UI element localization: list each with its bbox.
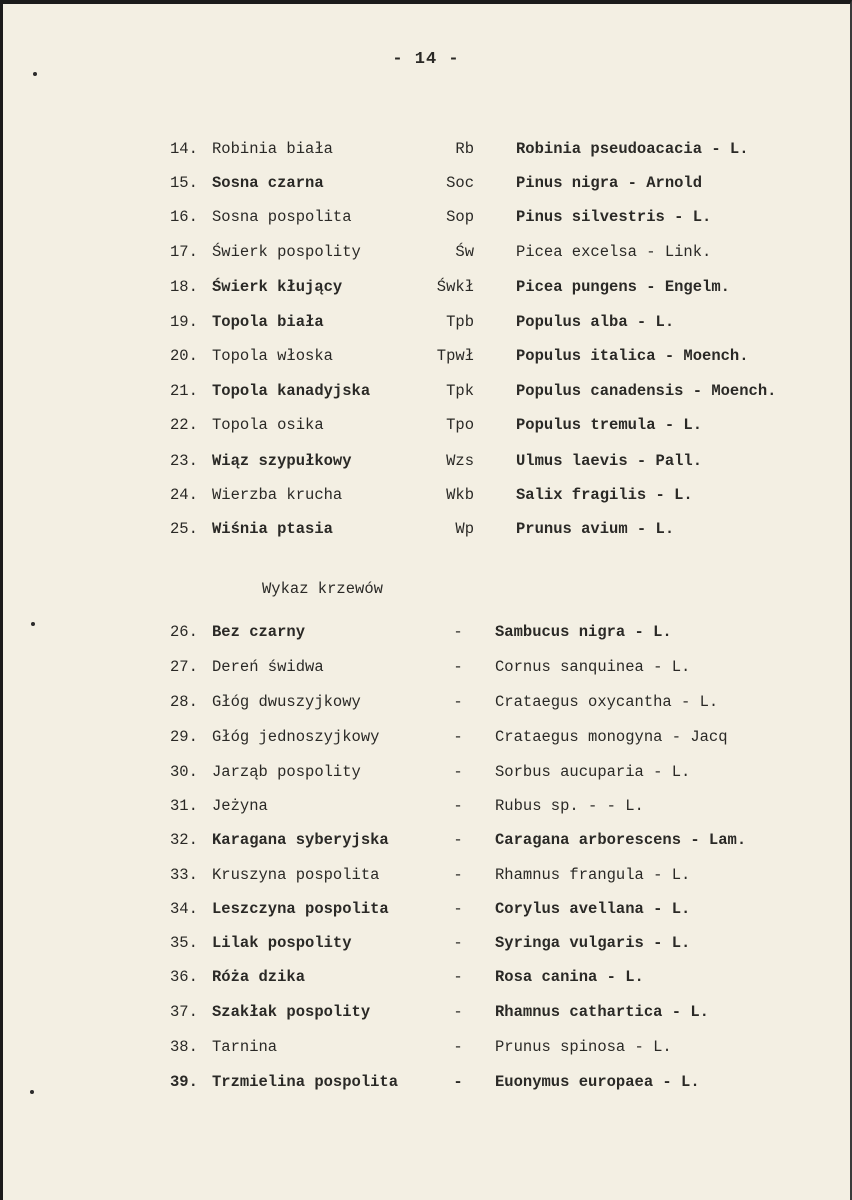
- list-item: [0, 791, 852, 821]
- item-number: 32.: [170, 831, 198, 849]
- list-item: [0, 617, 852, 647]
- list-item: [0, 652, 852, 682]
- latin-name: Ulmus laevis - Pall.: [516, 452, 703, 470]
- separator-dash: -: [453, 900, 463, 918]
- item-number: 38.: [170, 1038, 198, 1056]
- list-item: [0, 341, 852, 371]
- section-heading: Wykaz krzewów: [262, 580, 383, 598]
- polish-name: Świerk pospolity: [212, 243, 361, 261]
- list-item: [0, 687, 852, 717]
- latin-name: Euonymus europaea - L.: [495, 1073, 700, 1091]
- list-item: [0, 962, 852, 992]
- item-number: 25.: [170, 520, 198, 538]
- latin-name: Syringa vulgaris - L.: [495, 934, 691, 952]
- latin-name: Pinus silvestris - L.: [516, 208, 712, 226]
- item-number: 24.: [170, 486, 198, 504]
- separator-dash: -: [453, 866, 463, 884]
- list-item: [0, 514, 852, 544]
- abbreviation: Św: [455, 243, 474, 261]
- polish-name: Świerk kłujący: [212, 278, 343, 296]
- polish-name: Róża dzika: [212, 968, 306, 986]
- polish-name: Kruszyna pospolita: [212, 866, 380, 884]
- paper-speck: [33, 72, 37, 76]
- latin-name: Pinus nigra - Arnold: [516, 174, 703, 192]
- polish-name: Tarnina: [212, 1038, 278, 1056]
- polish-name: Głóg jednoszyjkowy: [212, 728, 380, 746]
- polish-name: Sosna pospolita: [212, 208, 352, 226]
- separator-dash: -: [453, 797, 463, 815]
- list-item: [0, 757, 852, 787]
- item-number: 27.: [170, 658, 198, 676]
- list-item: [0, 376, 852, 406]
- item-number: 14.: [170, 140, 198, 158]
- polish-name: Lilak pospolity: [212, 934, 352, 952]
- list-item: [0, 722, 852, 752]
- list-item: [0, 237, 852, 267]
- polish-name: Trzmielina pospolita: [212, 1073, 399, 1091]
- item-number: 37.: [170, 1003, 198, 1021]
- polish-name: Topola osika: [212, 416, 324, 434]
- latin-name: Rhamnus cathartica - L.: [495, 1003, 709, 1021]
- latin-name: Cornus sanquinea - L.: [495, 658, 691, 676]
- latin-name: Populus canadensis - Moench.: [516, 382, 777, 400]
- polish-name: Wiśnia ptasia: [212, 520, 333, 538]
- latin-name: Sambucus nigra - L.: [495, 623, 672, 641]
- latin-name: Rosa canina - L.: [495, 968, 644, 986]
- polish-name: Jarząb pospolity: [212, 763, 361, 781]
- polish-name: Bez czarny: [212, 623, 306, 641]
- item-number: 36.: [170, 968, 198, 986]
- separator-dash: -: [453, 1038, 463, 1056]
- item-number: 22.: [170, 416, 198, 434]
- polish-name: Wiąz szypułkowy: [212, 452, 352, 470]
- item-number: 31.: [170, 797, 198, 815]
- abbreviation: Soc: [446, 174, 474, 192]
- list-item: [0, 894, 852, 924]
- polish-name: Jeżyna: [212, 797, 268, 815]
- item-number: 17.: [170, 243, 198, 261]
- latin-name: Prunus spinosa - L.: [495, 1038, 672, 1056]
- item-number: 15.: [170, 174, 198, 192]
- item-number: 21.: [170, 382, 198, 400]
- separator-dash: -: [453, 831, 463, 849]
- abbreviation: Wkb: [446, 486, 474, 504]
- separator-dash: -: [453, 623, 463, 641]
- item-number: 30.: [170, 763, 198, 781]
- abbreviation: Wp: [455, 520, 474, 538]
- separator-dash: -: [453, 934, 463, 952]
- latin-name: Corylus avellana - L.: [495, 900, 691, 918]
- separator-dash: -: [453, 693, 463, 711]
- latin-name: Populus tremula - L.: [516, 416, 703, 434]
- abbreviation: Rb: [455, 140, 474, 158]
- separator-dash: -: [453, 1073, 463, 1091]
- latin-name: Robinia pseudoacacia - L.: [516, 140, 749, 158]
- abbreviation: Tpk: [446, 382, 474, 400]
- latin-name: Crataegus oxycantha - L.: [495, 693, 719, 711]
- item-number: 29.: [170, 728, 198, 746]
- item-number: 39.: [170, 1073, 198, 1091]
- latin-name: Crataegus monogyna - Jacq: [495, 728, 728, 746]
- abbreviation: Tpwł: [436, 347, 474, 365]
- list-item: [0, 928, 852, 958]
- polish-name: Robinia biała: [212, 140, 333, 158]
- abbreviation: Wzs: [446, 452, 474, 470]
- latin-name: Picea pungens - Engelm.: [516, 278, 730, 296]
- latin-name: Picea excelsa - Link.: [516, 243, 712, 261]
- list-item: [0, 168, 852, 198]
- item-number: 34.: [170, 900, 198, 918]
- abbreviation: Śwkł: [436, 278, 474, 296]
- item-number: 35.: [170, 934, 198, 952]
- item-number: 23.: [170, 452, 198, 470]
- list-item: [0, 202, 852, 232]
- latin-name: Caragana arborescens - Lam.: [495, 831, 747, 849]
- item-number: 16.: [170, 208, 198, 226]
- separator-dash: -: [453, 968, 463, 986]
- list-item: [0, 134, 852, 164]
- separator-dash: -: [453, 1003, 463, 1021]
- item-number: 19.: [170, 313, 198, 331]
- polish-name: Głóg dwuszyjkowy: [212, 693, 361, 711]
- separator-dash: -: [453, 728, 463, 746]
- list-item: [0, 825, 852, 855]
- paper-speck: [31, 622, 35, 626]
- polish-name: Szakłak pospolity: [212, 1003, 371, 1021]
- list-item: [0, 410, 852, 440]
- item-number: 33.: [170, 866, 198, 884]
- latin-name: Prunus avium - L.: [516, 520, 675, 538]
- latin-name: Sorbus aucuparia - L.: [495, 763, 691, 781]
- abbreviation: Tpo: [446, 416, 474, 434]
- list-item: [0, 1067, 852, 1097]
- list-item: [0, 997, 852, 1027]
- polish-name: Dereń świdwa: [212, 658, 324, 676]
- list-item: [0, 307, 852, 337]
- latin-name: Populus italica - Moench.: [516, 347, 749, 365]
- item-number: 18.: [170, 278, 198, 296]
- polish-name: Karagana syberyjska: [212, 831, 389, 849]
- item-number: 26.: [170, 623, 198, 641]
- abbreviation: Tpb: [446, 313, 474, 331]
- latin-name: Populus alba - L.: [516, 313, 675, 331]
- list-item: [0, 860, 852, 890]
- list-item: [0, 1032, 852, 1062]
- item-number: 28.: [170, 693, 198, 711]
- polish-name: Topola kanadyjska: [212, 382, 371, 400]
- list-item: [0, 480, 852, 510]
- latin-name: Salix fragilis - L.: [516, 486, 693, 504]
- latin-name: Rubus sp. - - L.: [495, 797, 644, 815]
- separator-dash: -: [453, 763, 463, 781]
- paper-speck: [30, 1090, 34, 1094]
- polish-name: Topola włoska: [212, 347, 333, 365]
- list-item: [0, 272, 852, 302]
- polish-name: Sosna czarna: [212, 174, 324, 192]
- polish-name: Topola biała: [212, 313, 324, 331]
- page-number: - 14 -: [392, 50, 460, 69]
- abbreviation: Sop: [446, 208, 474, 226]
- latin-name: Rhamnus frangula - L.: [495, 866, 691, 884]
- separator-dash: -: [453, 658, 463, 676]
- item-number: 20.: [170, 347, 198, 365]
- list-item: [0, 446, 852, 476]
- polish-name: Wierzba krucha: [212, 486, 343, 504]
- polish-name: Leszczyna pospolita: [212, 900, 389, 918]
